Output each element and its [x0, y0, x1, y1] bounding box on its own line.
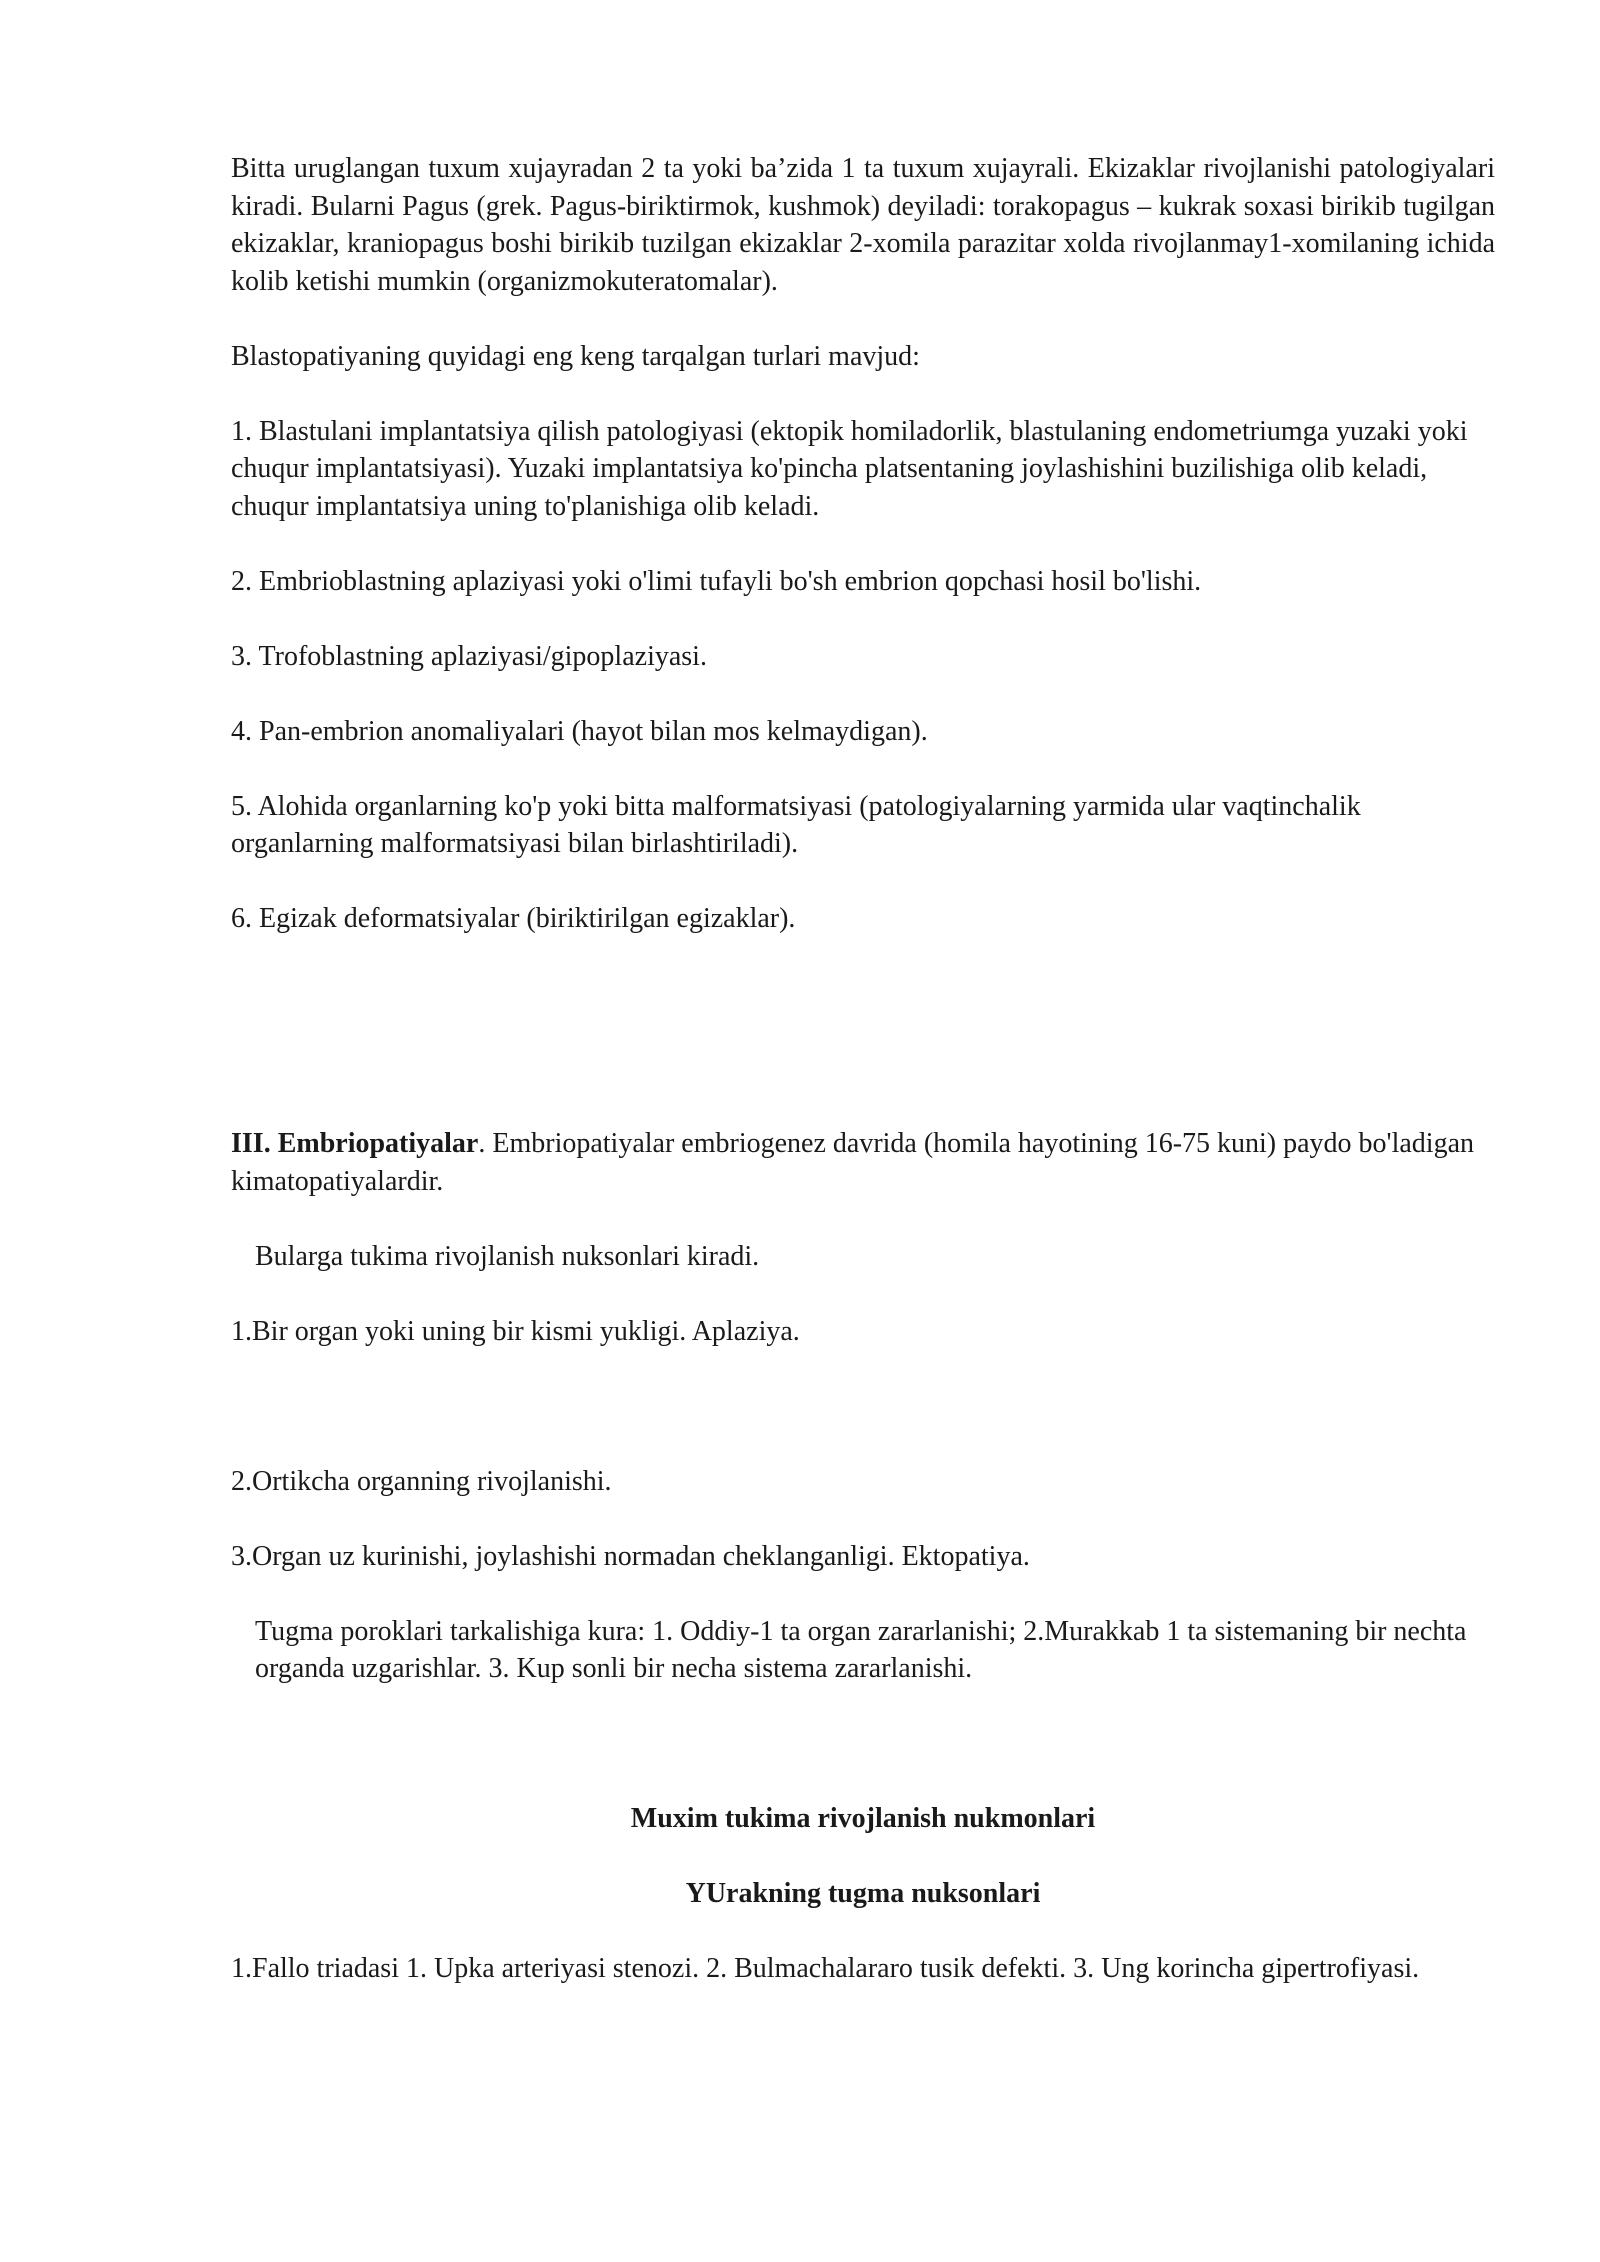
blastopathy-intro: Blastopatiyaning quyidagi eng keng tarqalgan turlari mavjud:: [231, 340, 920, 372]
congenital-defects-paragraph: Tugma poroklari tarkalishiga kura: 1. Oddiy-1 ta organ zararlanishi; 2.Murakkab 1 ta sistemaning bir nechta organda uzgarishlar. 3. Kup sonli bir necha sistema zararlanishi.: [255, 1615, 1467, 1684]
spacer: [231, 1725, 1495, 1800]
subsection-heading: YUrakning tugma nuksonlari: [685, 1878, 1041, 1909]
blastopathy-item-2: 2. Embrioblastning aplaziyasi yoki o'limi tufayli bo'sh embrion qopchasi hosil bo'lishi.: [231, 565, 1202, 597]
embryopathy-paragraph: [231, 1125, 1495, 1200]
fallot-triad-paragraph: 1.Fallo triadasi 1. Upka arteriyasi stenozi. 2. Bulmachalararo tusik defekti. 3. Ung korincha gipertrofiyasi.: [231, 1953, 1420, 1984]
embryopathy-item-1: 1.Bir organ yoki uning bir kismi yukligi. Aplaziya.: [231, 1315, 800, 1347]
embryopathy-item-2: 2.Ortikcha organning rivojlanishi.: [231, 1465, 612, 1497]
section-heading: Muxim tukima rivojlanish nukmonlari: [630, 1803, 1096, 1834]
blastopathy-item-5: 5. Alohida organlarning ko'p yoki bitta malformatsiyasi (patologiyalarning yarmida ular vaqtinchalik organlarning malformatsiyasi bilan birlashtiriladi).: [231, 790, 1361, 859]
spacer: [231, 1388, 1495, 1463]
blastopathy-item-1: 1. Blastulani implantatsiya qilish patologiyasi (ektopik homiladorlik, blastulaning endometriumga yuzaki yoki chuqur implantatsiyasi). Yuzaki implantatsiya ko'pincha platsentaning joylashishini buzilishiga olib keladi, chuqur implantatsiya uning to'planishiga olib keladi.: [231, 415, 1468, 522]
embryopathy-heading: III. Embriopatiyalar: [231, 1128, 479, 1159]
intro-paragraph: Bitta uruglangan tuxum xujayradan 2 ta yoki ba’zida 1 ta tuxum xujayrali. Ekizaklar rivojlanishi patologiyalari kiradi. Bularni Pagus (grek. Pagus-biriktirmok, kushmok) deyiladi: torakopagus – kukrak soxasi birikib tugilgan ekizaklar, kraniopagus boshi birikib tuzilgan ekizaklar 2-xomila parazitar xolda rivojlanmay1-xomilaning ichida kolib ketishi mumkin (organizmokuteratomalar).: [231, 153, 1495, 297]
embryopathy-text: . Embriopatiyalar embriogenez davrida (homila hayotining 16-75 kuni) paydo bo'ladigan kimatopatiyalardir.: [231, 1128, 1475, 1197]
document-page: [231, 150, 1495, 2025]
embryopathy-subtext: Bularga tukima rivojlanish nuksonlari kiradi.: [255, 1240, 760, 1272]
embryopathy-item-3: 3.Organ uz kurinishi, joylashishi normadan cheklanganligi. Ektopatiya.: [231, 1540, 1030, 1572]
blastopathy-item-3: 3. Trofoblastning aplaziyasi/gipoplaziyasi.: [231, 640, 707, 672]
spacer: [231, 975, 1495, 1125]
blastopathy-item-4: 4. Pan-embrion anomaliyalari (hayot bilan mos kelmaydigan).: [231, 715, 928, 747]
blastopathy-item-6: 6. Egizak deformatsiyalar (biriktirilgan egizaklar).: [231, 903, 796, 934]
